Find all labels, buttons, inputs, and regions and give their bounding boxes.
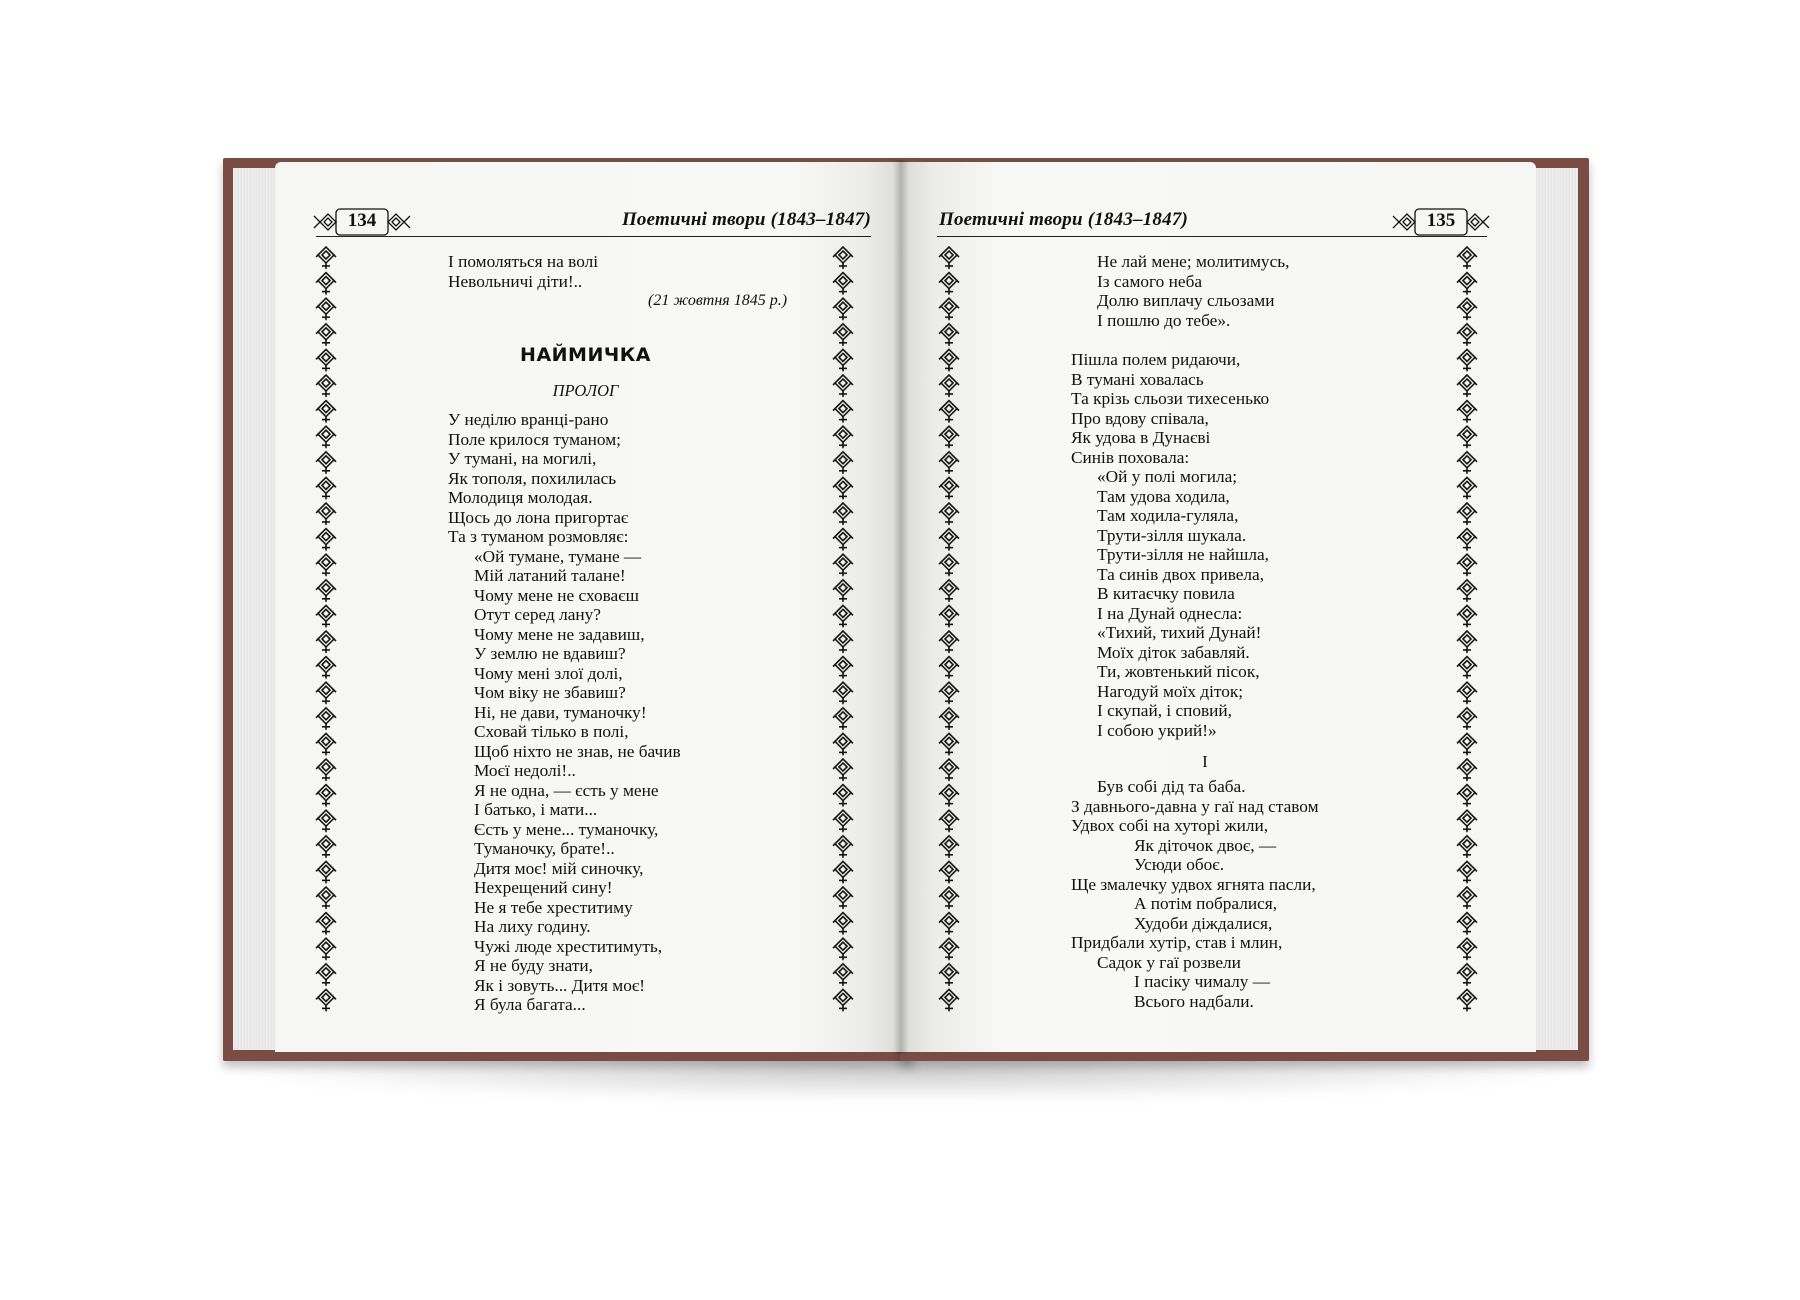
section-title: ПРОЛОГ	[552, 381, 619, 400]
verse-line: Пішла полем ридаючи,	[1071, 350, 1241, 369]
verse-line: Моєї недолі!..	[474, 761, 576, 780]
verse-line: В тумані ховалась	[1071, 369, 1204, 389]
right-page-header	[937, 205, 1487, 243]
verse-line: «Ой тумане, тумане —	[474, 546, 642, 566]
verse-line: Щось до лона пригортає	[448, 507, 629, 527]
verse-line: І батько, і мати...	[474, 800, 598, 819]
verse-line: На лиху годину.	[474, 917, 591, 936]
verse-line: Сховай тілько в полі,	[474, 722, 629, 741]
verse-line: З давнього-давна у гаї над ставом	[1071, 796, 1319, 816]
verse-line: Усюди обоє.	[1134, 855, 1225, 874]
ornament-border-right-outer	[1456, 245, 1478, 1013]
verse-line: У неділю вранці-рано	[448, 410, 609, 429]
verse-line: У тумані, на могилі,	[448, 449, 597, 468]
running-title-left: Поетичні твори (1843–1847)	[621, 209, 871, 230]
knot-ornament-icon	[832, 245, 854, 1013]
verse-line: І на Дунай однесла:	[1097, 603, 1243, 623]
verse-line: Я не буду знати,	[474, 956, 593, 975]
verse-line: Поле крилося туманом;	[448, 429, 621, 449]
verse-line: Нехрещений сину!	[474, 878, 613, 897]
verse-line: Як і зовуть... Дитя моє!	[474, 975, 646, 995]
verse-line: Як діточок двоє, —	[1134, 835, 1277, 855]
left-verse-block	[448, 410, 681, 1015]
verse-line: Та з туманом розмовляє:	[448, 527, 629, 546]
verse-line: Долю виплачу сльозами	[1097, 291, 1275, 310]
verse-line: Щоб ніхто не знав, не бачив	[474, 741, 681, 761]
verse-line: Я була багата...	[474, 995, 586, 1014]
verse-line: І скупай, і сповий,	[1097, 701, 1233, 720]
verse-line: Із самого неба	[1097, 271, 1203, 291]
poem-title: НАЙМИЧКА	[520, 344, 651, 366]
verse-line: А потім побралися,	[1134, 894, 1278, 913]
verse-line: Та синів двох привела,	[1097, 564, 1265, 584]
ornament-border-left-outer	[315, 245, 337, 1013]
page-number-frame	[312, 205, 412, 239]
verse-line: Худоби діждалися,	[1134, 913, 1273, 933]
section-number: I	[1202, 752, 1208, 771]
verse-line: І собою укрий!»	[1097, 720, 1217, 740]
verse-line: І пошлю до тебе».	[1097, 310, 1231, 330]
page-edges-left	[233, 168, 277, 1050]
verse-line: Туманочку, брате!..	[474, 839, 615, 858]
verse-line: Чому мене не задавиш,	[474, 624, 645, 644]
header-rule	[937, 236, 1487, 237]
left-opening-lines	[448, 252, 598, 291]
gutter-shadow	[893, 160, 909, 1054]
verse-line: Невольничі діти!..	[448, 271, 583, 291]
verse-line: Мій латаний талане!	[474, 566, 626, 585]
verse-line: Як тополя, похилилась	[448, 468, 617, 488]
verse-line: Був собі дід та баба.	[1097, 777, 1246, 796]
verse-line: Чужі люде хреститимуть,	[474, 936, 663, 956]
verse-line: У землю не вдавиш?	[474, 644, 626, 663]
verse-line: Ти, жовтенький пісок,	[1097, 662, 1260, 681]
right-verse-block-2	[1071, 350, 1269, 740]
knot-ornament-icon	[315, 245, 337, 1013]
header-rule	[316, 236, 871, 237]
verse-line: Там удова ходила,	[1097, 486, 1230, 506]
verse-line: Придбали хутір, став і млин,	[1071, 933, 1283, 952]
ornament-border-left-inner	[832, 245, 854, 1013]
page-number-right: 135	[1426, 210, 1456, 231]
verse-line: «Тихий, тихий Дунай!	[1097, 623, 1262, 642]
verse-line: Чому мені злої долі,	[474, 663, 623, 683]
verse-line: Садок у гаї розвели	[1097, 952, 1241, 972]
verse-line: Не я тебе хреститиму	[474, 897, 633, 917]
poem-date: (21 жовтня 1845 р.)	[648, 292, 788, 309]
verse-line: Я не одна, — єсть у мене	[474, 780, 659, 800]
verse-line: Молодиця молодая.	[448, 488, 593, 507]
page-number-frame	[1391, 205, 1491, 239]
right-verse-block-3	[1071, 777, 1319, 1011]
verse-line: Моїх діток забавляй.	[1097, 642, 1250, 662]
verse-line: Як удова в Дунаєві	[1071, 428, 1211, 447]
verse-line: Єсть у мене... туманочку,	[474, 819, 659, 839]
left-page-header	[316, 205, 871, 243]
verse-line: І помоляться на волі	[448, 252, 599, 271]
verse-line: І пасіку чималу —	[1134, 972, 1271, 991]
page-edges-right	[1534, 168, 1578, 1050]
verse-line: Про вдову співала,	[1071, 408, 1209, 428]
knot-ornament-icon	[1456, 245, 1478, 1013]
verse-line: Синів поховала:	[1071, 447, 1190, 467]
verse-line: Дитя моє! мій синочку,	[474, 858, 644, 878]
verse-line: «Ой у полі могила;	[1097, 467, 1238, 486]
verse-line: Та крізь сльози тихесенько	[1071, 389, 1270, 408]
verse-line: В китаєчку повила	[1097, 584, 1235, 603]
verse-line: Всього надбали.	[1134, 991, 1254, 1011]
verse-line: Чом віку не збавиш?	[474, 683, 626, 702]
ornament-border-right-inner	[938, 245, 960, 1013]
verse-line: Ні, не дави, туманочку!	[474, 702, 647, 722]
right-verse-block-1	[1071, 252, 1289, 330]
verse-line: Отут серед лану?	[474, 605, 601, 624]
page-number-left: 134	[347, 210, 377, 231]
knot-ornament-icon	[938, 245, 960, 1013]
verse-line: Нагодуй моїх діток;	[1097, 681, 1244, 701]
verse-line: Трути-зілля не найшла,	[1097, 545, 1269, 564]
verse-line: Удвох собі на хуторі жили,	[1071, 816, 1269, 835]
verse-line: Ще змалечку удвох ягнята пасли,	[1071, 874, 1316, 894]
running-title-right: Поетичні твори (1843–1847)	[939, 209, 1189, 230]
verse-line: Там ходила-гуляла,	[1097, 506, 1239, 525]
verse-line: Чому мене не сховаєш	[474, 585, 639, 605]
verse-line: Не лай мене; молитимусь,	[1097, 252, 1290, 271]
verse-line: Трути-зілля шукала.	[1097, 525, 1247, 545]
